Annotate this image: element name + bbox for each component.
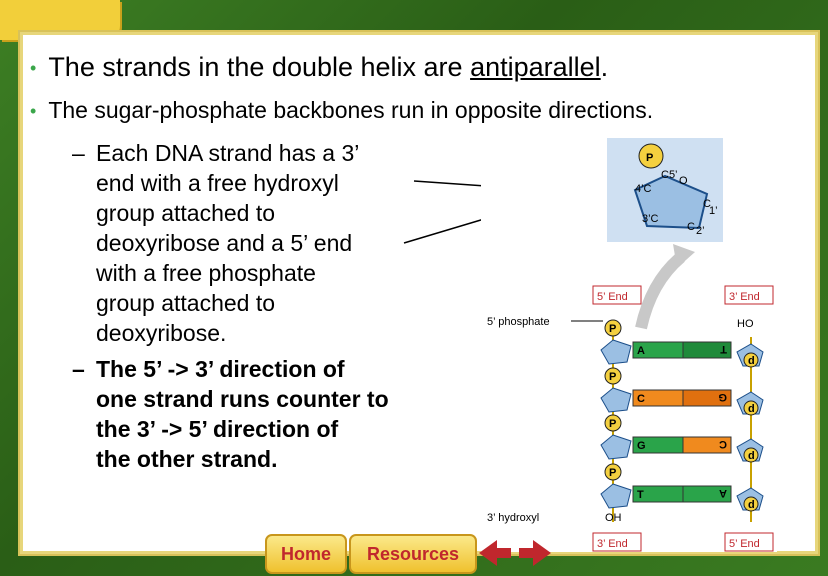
subpoint-line: The 5’ -> 3’ direction of	[96, 356, 345, 382]
right-base-letter: G	[718, 391, 727, 403]
sugar-c5: C5’	[661, 169, 678, 181]
phosphate-label: 5’ phosphate	[487, 316, 550, 328]
phosphate-p: P	[609, 467, 617, 479]
previous-arrow-icon[interactable]	[479, 540, 511, 566]
nav-bar	[255, 530, 555, 576]
left-base-letter: T	[637, 489, 644, 501]
bullet-backbones-text: The sugar-phosphate backbones run in opposite directions.	[48, 97, 654, 123]
nav-arrows	[475, 536, 555, 570]
resources-button[interactable]: Resources	[349, 534, 477, 574]
left-base-letter: A	[637, 345, 645, 357]
right-base-letter: T	[720, 343, 727, 355]
phosphate-p: P	[609, 323, 617, 335]
oh-label: OH	[605, 512, 622, 524]
subpoint-line: with a free phosphate	[96, 260, 316, 286]
left-base-letter: G	[637, 440, 646, 452]
sugar-o: O	[679, 175, 688, 187]
zoom-arrow-icon	[641, 257, 681, 328]
sugar-c1: C	[703, 198, 711, 210]
subpoint-line: Each DNA strand has a 3’	[96, 140, 360, 166]
right-base-letter: C	[719, 438, 727, 450]
title-text: The strands in the double helix are	[48, 52, 471, 82]
phosphate-p: P	[609, 371, 617, 383]
sugar-c2-prime: 2’	[696, 225, 705, 237]
left-sugar	[601, 340, 631, 364]
sugar-c4: 4’C	[635, 183, 652, 195]
next-arrow-icon[interactable]	[519, 540, 551, 566]
sugar-c3: 3’C	[642, 213, 659, 225]
dash-icon: –	[72, 356, 85, 382]
subpoint-line: deoxyribose and a 5’ end	[96, 230, 353, 256]
left-base-letter: C	[637, 393, 645, 405]
subpoint-line: end with a free hydroxyl	[96, 170, 339, 196]
bullet-icon: •	[30, 58, 37, 79]
left-end-bottom: 3’ End	[597, 538, 628, 550]
left-sugar	[601, 435, 631, 459]
right-end-bottom: 5’ End	[729, 538, 760, 550]
deoxy-d: d	[748, 403, 755, 415]
dna-diagram	[481, 132, 777, 552]
left-end-top: 5’ End	[597, 291, 628, 303]
left-sugar	[601, 484, 631, 508]
phosphate-p: P	[609, 418, 617, 430]
subpoint-line: group attached to	[96, 200, 276, 226]
title-suffix: .	[600, 52, 609, 82]
subpoint-line: deoxyribose.	[96, 320, 227, 346]
right-end-top: 3’ End	[729, 291, 760, 303]
home-button[interactable]: Home	[265, 534, 347, 574]
sugar-p: P	[646, 152, 654, 164]
sugar-c2: C	[687, 221, 695, 233]
deoxy-d: d	[748, 450, 755, 462]
dash-icon: –	[72, 140, 85, 166]
right-base-letter: A	[719, 487, 727, 499]
subpoint-line: the 3’ -> 5’ direction of	[96, 416, 339, 442]
ho-label: HO	[737, 318, 754, 330]
title-keyword: antiparallel	[470, 52, 601, 82]
dna-figure	[481, 132, 777, 552]
bullet-icon: •	[30, 101, 37, 122]
deoxy-d: d	[748, 499, 755, 511]
subpoint-line: one strand runs counter to	[96, 386, 389, 412]
base-pairs	[601, 320, 763, 511]
deoxy-d: d	[748, 355, 755, 367]
sugar-c1-prime: 1’	[709, 205, 718, 217]
left-sugar	[601, 388, 631, 412]
subpoint-line: the other strand.	[96, 446, 278, 472]
subpoint-line: group attached to	[96, 290, 276, 316]
hydroxyl-label: 3’ hydroxyl	[487, 512, 540, 524]
